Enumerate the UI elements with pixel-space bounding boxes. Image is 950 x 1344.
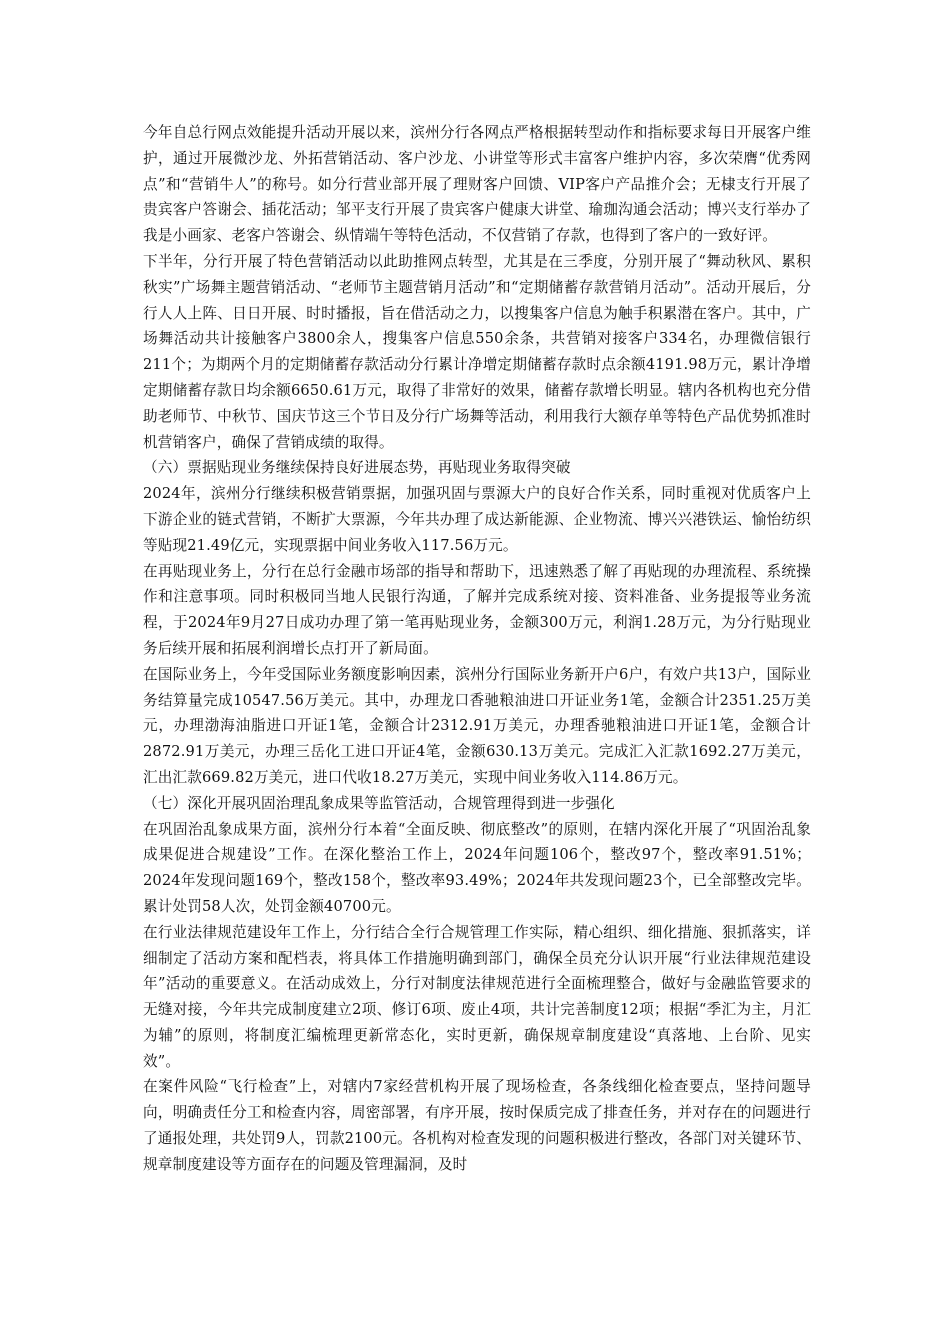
paragraph-outlet-activities: 今年自总行网点效能提升活动开展以来，滨州分行各网点严格根据转型动作和指标要求每日开展客户维护，通过开展微沙龙、外拓营销活动、客户沙龙、小讲堂等形式丰富客户维护内容，多次荣膺“优秀网点”和“营销牛人”的称号。如分行营业部开展了理财客户回馈、VIP客户产品推介会；无棣支行开展了贵宾客户答谢会、插花活动；邹平支行开展了贵宾客户健康大讲堂、瑜珈沟通会活动；博兴支行举办了我是小画家、老客户答谢会、纵情端午等特色活动，不仅营销了存款，也得到了客户的一致好评。 — [143, 124, 811, 245]
section-heading-six: （六）票据贴现业务继续保持良好进展态势，再贴现业务取得突破 — [143, 459, 571, 477]
paragraph-second-half-marketing: 下半年，分行开展了特色营销活动以此助推网点转型，尤其是在三季度，分别开展了“舞动秋风、累积秋实”广场舞主题营销活动、“老师节主题营销月活动”和“定期储蓄存款营销月活动”。活动开展后，分行人人上阵、日日开展、时时播报，旨在借活动之力，以搜集客户信息为触手积累潜在客户。其中，广场舞活动共计接触客户3800余人，搜集客户信息550余条，共营销对接客户334名，办理微信银行211个；为期两个月的定期储蓄存款活动分行累计净增定期储蓄存款时点余额4191.98万元，累计净增定期储蓄存款日均余额6650.61万元，取得了非常好的效果，储蓄存款增长明显。辖内各机构也充分借助老师节、中秋节、国庆节这三个节日及分行广场舞等活动，利用我行大额存单等特色产品优势抓准时机营销客户，确保了营销成绩的取得。 — [143, 252, 811, 451]
paragraph-consolidate-governance: 在巩固治乱象成果方面，滨州分行本着“全面反映、彻底整改”的原则，在辖内深化开展了“巩固治乱象成果促进合规建设”工作。在深化整治工作上，2024年问题106个，整改97个，整改率91.51%；2024年发现问题169个，整改158个，整改率93.49%；2024年共发现问题23个，已全部整改完毕。累计处罚58人次，处罚金额40700元。 — [143, 820, 811, 915]
paragraph-bill-discount: 2024年，滨州分行继续积极营销票据，加强巩固与票源大户的良好合作关系，同时重视对优质客户上下游企业的链式营销，不断扩大票源，今年共办理了成达新能源、企业物流、博兴兴港铁运、愉怡纺织等贴现21.49亿元，实现票据中间业务收入117.56万元。 — [143, 485, 811, 554]
paragraph-rediscount: 在再贴现业务上，分行在总行金融市场部的指导和帮助下，迅速熟悉了解了再贴现的办理流程、系统操作和注意事项。同时积极同当地人民银行沟通，了解并完成系统对接、资料准备、业务提报等业务流程，于2024年9月27日成功办理了第一笔再贴现业务，金额300万元，利润1.28万元，为分行贴现业务后续开展和拓展利润增长点打开了新局面。 — [143, 562, 811, 657]
paragraph-international-business: 在国际业务上，今年受国际业务额度影响因素，滨州分行国际业务新开户6户，有效户共13户，国际业务结算量完成10547.56万美元。其中，办理龙口香驰粮油进口开证业务1笔，金额合计2351.25万美元，办理渤海油脂进口开证1笔，金额合计2312.91万美元，办理香驰粮油进口开证1笔，金额合计2872.91万美元，办理三岳化工进口开证4笔，金额630.13万美元。完成汇入汇款1692.27万美元，汇出汇款669.82万美元，进口代收18.27万美元，实现中间业务收入114.86万元。 — [143, 665, 811, 786]
paragraph-flight-inspection: 在案件风险“飞行检查”上，对辖内7家经营机构开展了现场检查，各条线细化检查要点，坚持问题导向，明确责任分工和检查内容，周密部署，有序开展，按时保质完成了排查任务，并对存在的问题进行了通报处理，共处罚9人，罚款2100元。各机构对检查发现的问题积极进行整改，各部门对关键环节、规章制度建设等方面存在的问题及管理漏洞，及时 — [143, 1078, 811, 1173]
document-page — [143, 120, 811, 1178]
paragraph-legal-standards: 在行业法律规范建设年工作上，分行结合全行合规管理工作实际，精心组织、细化措施、狠抓落实，详细制定了活动方案和配档表，将具体工作措施明确到部门，确保全员充分认识开展“行业法律规范建设年”活动的重要意义。在活动成效上，分行对制度法律规范进行全面梳理整合，做好与金融监管要求的无缝对接，今年共完成制度建立2项、修订6项、废止4项，共计完善制度12项；根据“季汇为主，月汇为辅”的原则，将制度汇编梳理更新常态化，实时更新，确保规章制度建设“真落地、上台阶、见实效”。 — [143, 923, 811, 1070]
section-heading-seven: （七）深化开展巩固治理乱象成果等监管活动，合规管理得到进一步强化 — [143, 794, 615, 812]
